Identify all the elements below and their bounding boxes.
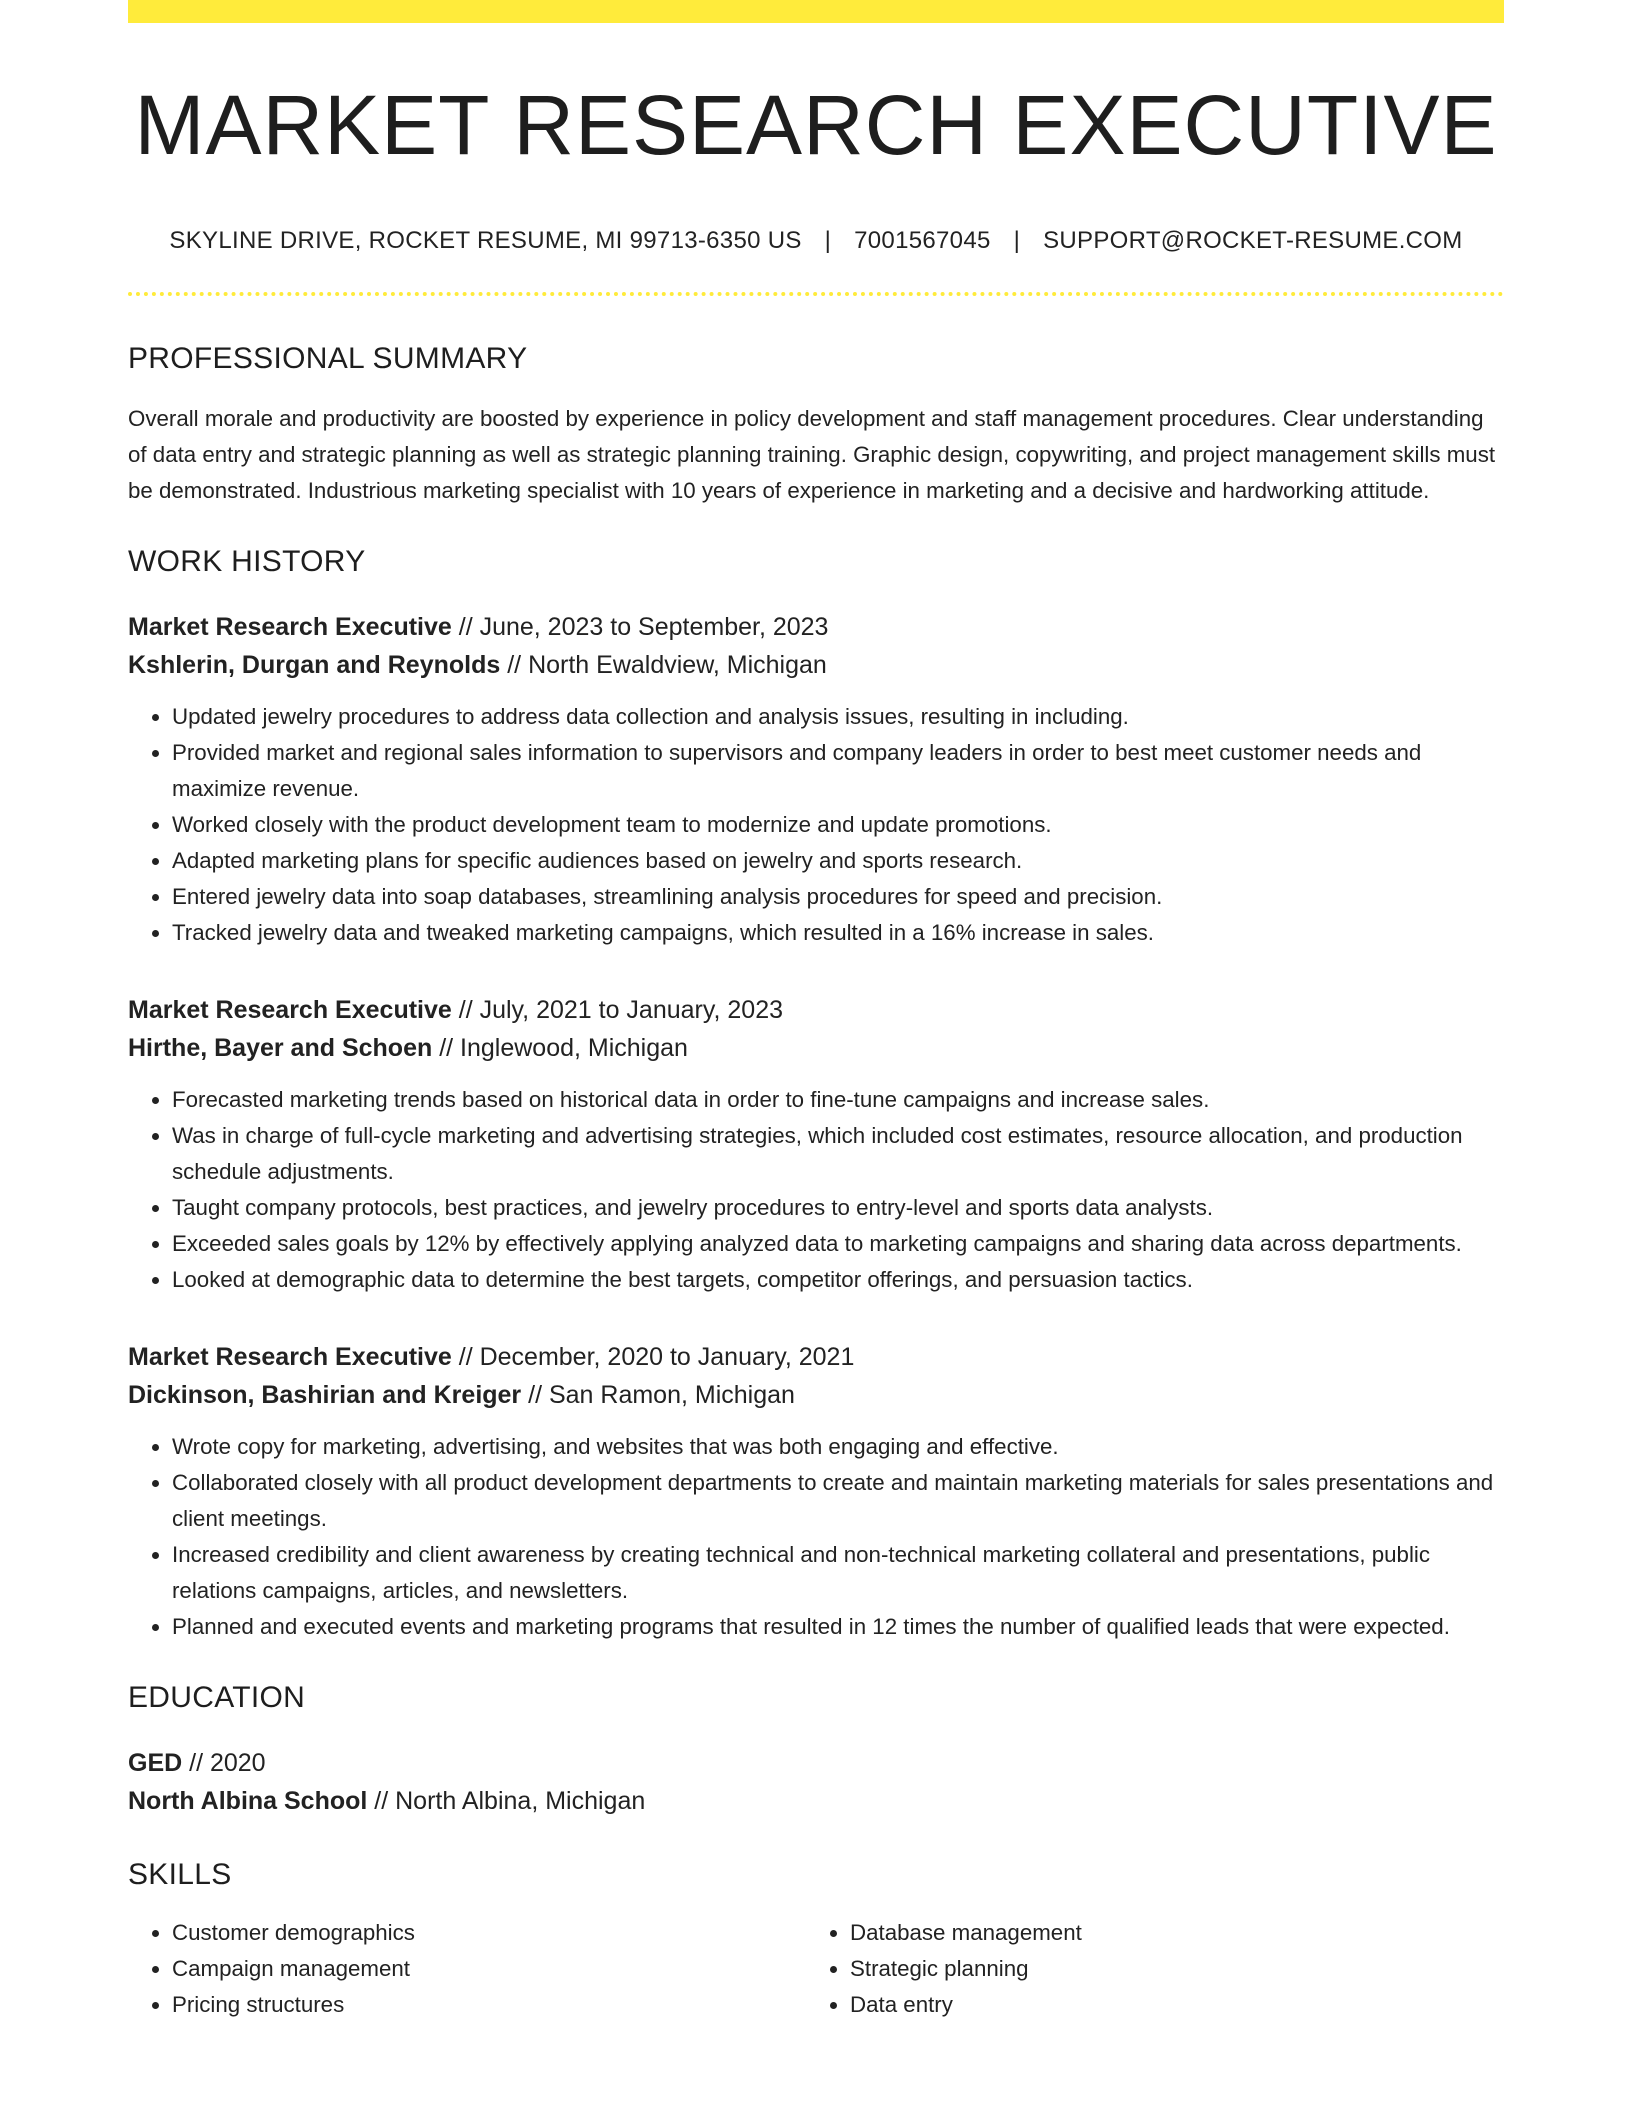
job-entry [128, 991, 1504, 1298]
list-item: • Adapted marketing plans for specific audiences based on jewelry and sports research. [172, 843, 1504, 879]
dotted-divider [128, 292, 1504, 296]
job-title-line [128, 608, 1504, 646]
job-bullets [128, 699, 1504, 951]
contact-separator: | [1013, 227, 1021, 254]
list-item: • Forecasted marketing trends based on historical data in order to fine-tune campaigns and increase sales. [172, 1082, 1504, 1118]
education-school: North Albina School [128, 1787, 368, 1815]
list-item: • Pricing structures [172, 1987, 806, 2023]
job-title-line [128, 1338, 1504, 1376]
work-history-heading: WORK HISTORY [128, 545, 366, 578]
list-item: • Wrote copy for marketing, advertising, and websites that was both engaging and effective. [172, 1429, 1504, 1465]
job-dates: // June, 2023 to September, 2023 [451, 613, 829, 641]
contact-phone: 7001567045 [854, 227, 991, 254]
summary-text: Overall morale and productivity are boosted by experience in policy development and staff management procedures. Clear understanding of data entry and strategic planning as well as strategic planning training. Graphic design, copywriting, and project management skills must be demonstrated. Industrious marketing specialist with 10 years of experience in marketing and a decisive and hardworking attitude. [128, 406, 1496, 503]
list-item: • Tracked jewelry data and tweaked marketing campaigns, which resulted in a 16% increase in sales. [172, 915, 1504, 951]
education-school-line [128, 1782, 1504, 1820]
list-item: • Planned and executed events and marketing programs that resulted in 12 times the number of qualified leads that were expected. [172, 1609, 1504, 1645]
list-item: • Provided market and regional sales information to supervisors and company leaders in order to best meet customer needs and maximize revenue. [172, 735, 1504, 807]
resume-page [128, 0, 1504, 2023]
job-entry [128, 1338, 1504, 1645]
list-item: • Exceeded sales goals by 12% by effectively applying analyzed data to marketing campaigns and sharing data across departments. [172, 1226, 1504, 1262]
education-entry [128, 1744, 1504, 1820]
skills-grid [128, 1915, 1504, 2023]
list-item: • Customer demographics [172, 1915, 806, 1951]
contact-line [128, 229, 1504, 253]
contact-separator: | [824, 227, 832, 254]
list-item: • Was in charge of full-cycle marketing and advertising strategies, which included cost estimates, resource allocation, and production schedule adjustments. [172, 1118, 1504, 1190]
list-item: • Updated jewelry procedures to address data collection and analysis issues, resulting in including. [172, 699, 1504, 735]
contact-email: SUPPORT@ROCKET-RESUME.COM [1043, 227, 1463, 254]
job-location: // North Ewaldview, Michigan [500, 651, 827, 679]
top-accent-bar [128, 0, 1504, 23]
list-item: • Worked closely with the product development team to modernize and update promotions. [172, 807, 1504, 843]
education-year: // 2020 [182, 1749, 266, 1777]
job-title-line [128, 991, 1504, 1029]
job-dates: // July, 2021 to January, 2023 [451, 996, 784, 1024]
list-item: • Campaign management [172, 1951, 806, 1987]
education-degree-line [128, 1744, 1504, 1782]
job-bullets [128, 1082, 1504, 1298]
education-degree: GED [128, 1749, 183, 1777]
job-location: // Inglewood, Michigan [432, 1034, 688, 1062]
job-title: Market Research Executive [128, 1343, 452, 1371]
education-heading: EDUCATION [128, 1681, 306, 1714]
skills-list-right [806, 1915, 1484, 2023]
job-title: Market Research Executive [128, 613, 452, 641]
education-location: // North Albina, Michigan [367, 1787, 646, 1815]
list-item: • Entered jewelry data into soap databases, streamlining analysis procedures for speed and precision. [172, 879, 1504, 915]
list-item: • Taught company protocols, best practices, and jewelry procedures to entry-level and sports data analysts. [172, 1190, 1504, 1226]
list-item: • Strategic planning [850, 1951, 1484, 1987]
list-item: • Collaborated closely with all product development departments to create and maintain marketing materials for sales presentations and client meetings. [172, 1465, 1504, 1537]
job-company: Hirthe, Bayer and Schoen [128, 1034, 433, 1062]
contact-address: SKYLINE DRIVE, ROCKET RESUME, MI 99713-6350 US [169, 227, 802, 254]
skills-heading: SKILLS [128, 1858, 232, 1891]
job-company: Kshlerin, Durgan and Reynolds [128, 651, 501, 679]
job-company: Dickinson, Bashirian and Kreiger [128, 1381, 522, 1409]
job-bullets [128, 1429, 1504, 1645]
job-company-line [128, 1029, 1504, 1067]
job-company-line [128, 1376, 1504, 1414]
list-item: • Database management [850, 1915, 1484, 1951]
resume-title: MARKET RESEARCH EXECUTIVE [134, 78, 1498, 172]
list-item: • Data entry [850, 1987, 1484, 2023]
job-company-line [128, 646, 1504, 684]
job-dates: // December, 2020 to January, 2021 [451, 1343, 855, 1371]
job-location: // San Ramon, Michigan [521, 1381, 795, 1409]
list-item: • Increased credibility and client awareness by creating technical and non-technical marketing collateral and presentations, public relations campaigns, articles, and newsletters. [172, 1537, 1504, 1609]
skills-column-left [128, 1915, 806, 2023]
skills-list-left [128, 1915, 806, 2023]
job-title: Market Research Executive [128, 996, 452, 1024]
job-entry [128, 608, 1504, 951]
summary-heading: PROFESSIONAL SUMMARY [128, 342, 528, 375]
skills-column-right [806, 1915, 1484, 2023]
list-item: • Looked at demographic data to determine the best targets, competitor offerings, and persuasion tactics. [172, 1262, 1504, 1298]
